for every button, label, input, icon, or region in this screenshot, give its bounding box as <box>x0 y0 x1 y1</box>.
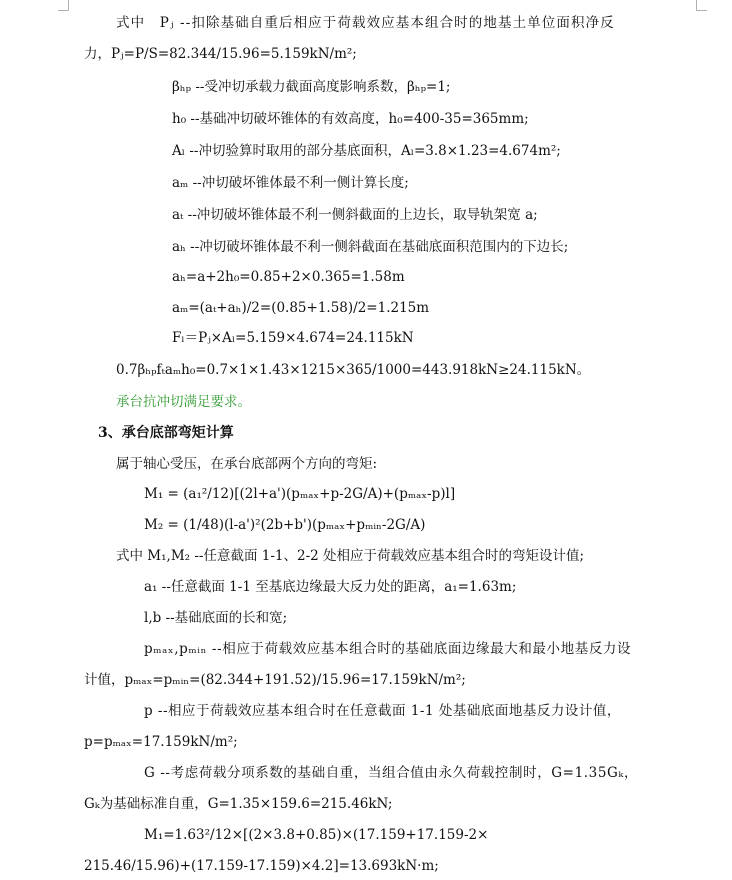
text-line: aₘ=(aₜ+aₕ)/2=(0.85+1.58)/2=1.215m <box>172 300 430 316</box>
text-line: 式中 M₁,M₂ --任意截面 1-1、2-2 处相应于荷载效应基本组合时的弯矩设计值; <box>116 548 585 564</box>
text-line: p=pₘₐₓ=17.159kN/m²; <box>84 734 238 750</box>
text-line: 属于轴心受压，在承台底部两个方向的弯矩: <box>116 456 378 472</box>
text-line: p --相应于荷载效应基本组合时在任意截面 1-1 处基础底面地基反力设计值， <box>144 703 621 719</box>
page-corner-mark-left <box>58 0 69 11</box>
text-line: 0.7βₕₚfₜaₘh₀=0.7×1×1.43×1215×365/1000=443.918kN≥24.115kN。 <box>116 362 591 378</box>
formula-line: M₁ = (a₁²/12)[(2l+a')(pₘₐₓ+p-2G/A)+(pₘₐₓ-p)l] <box>144 486 456 502</box>
text-line: aₜ --冲切破坏锥体最不利一侧斜截面的上边长，取导轨架宽 a; <box>172 207 538 223</box>
section-heading: 3、承台底部弯矩计算 <box>98 425 234 441</box>
text-line: h₀ --基础冲切破坏锥体的有效高度，h₀=400-35=365mm; <box>172 111 529 127</box>
text-line: βₕₚ --受冲切承载力截面高度影响系数，βₕₚ=1; <box>172 79 451 95</box>
text-line: 计值，pₘₐₓ=pₘᵢₙ=(82.344+191.52)/15.96=17.159kN/m²; <box>84 672 466 688</box>
text-line: pₘₐₓ,pₘᵢₙ --相应于荷载效应基本组合时的基础底面边缘最大和最小地基反力设 <box>144 641 632 657</box>
page-corner-mark-right <box>696 0 707 11</box>
formula-line: M₁=1.63²/12×[(2×3.8+0.85)×(17.159+17.159-2× <box>144 827 489 843</box>
text-line: Fₗ＝Pⱼ×Aₗ=5.159×4.674=24.115kN <box>172 330 414 346</box>
text-line: 力，Pⱼ=P/S=82.344/15.96=5.159kN/m²; <box>84 46 357 62</box>
conclusion-text: 承台抗冲切满足要求。 <box>116 394 251 410</box>
formula-line: 215.46/15.96)+(17.159-17.159)×4.2]=13.693kN·m; <box>84 858 439 874</box>
text-line: Aₗ --冲切验算时取用的部分基底面积，Aₗ=3.8×1.23=4.674m²; <box>172 143 561 159</box>
text-line: aₕ=a+2h₀=0.85+2×0.365=1.58m <box>172 269 405 285</box>
text-line: aₕ --冲切破坏锥体最不利一侧斜截面在基础底面积范围内的下边长; <box>172 239 569 255</box>
text-line: aₘ --冲切破坏锥体最不利一侧计算长度; <box>172 175 409 191</box>
text-line: 式中 Pⱼ --扣除基础自重后相应于荷载效应基本组合时的地基土单位面积净反 <box>116 15 615 31</box>
text-line: Gₖ为基础标准自重，G=1.35×159.6=215.46kN; <box>84 796 393 812</box>
text-line: l,b --基础底面的长和宽; <box>144 610 288 626</box>
text-line: G --考虑荷载分项系数的基础自重，当组合值由永久荷载控制时，G=1.35Gₖ， <box>144 765 639 781</box>
text-line: a₁ --任意截面 1-1 至基底边缘最大反力处的距离，a₁=1.63m; <box>144 579 517 595</box>
formula-line: M₂ = (1/48)(l-a')²(2b+b')(pₘₐₓ+pₘᵢₙ-2G/A) <box>144 517 426 533</box>
